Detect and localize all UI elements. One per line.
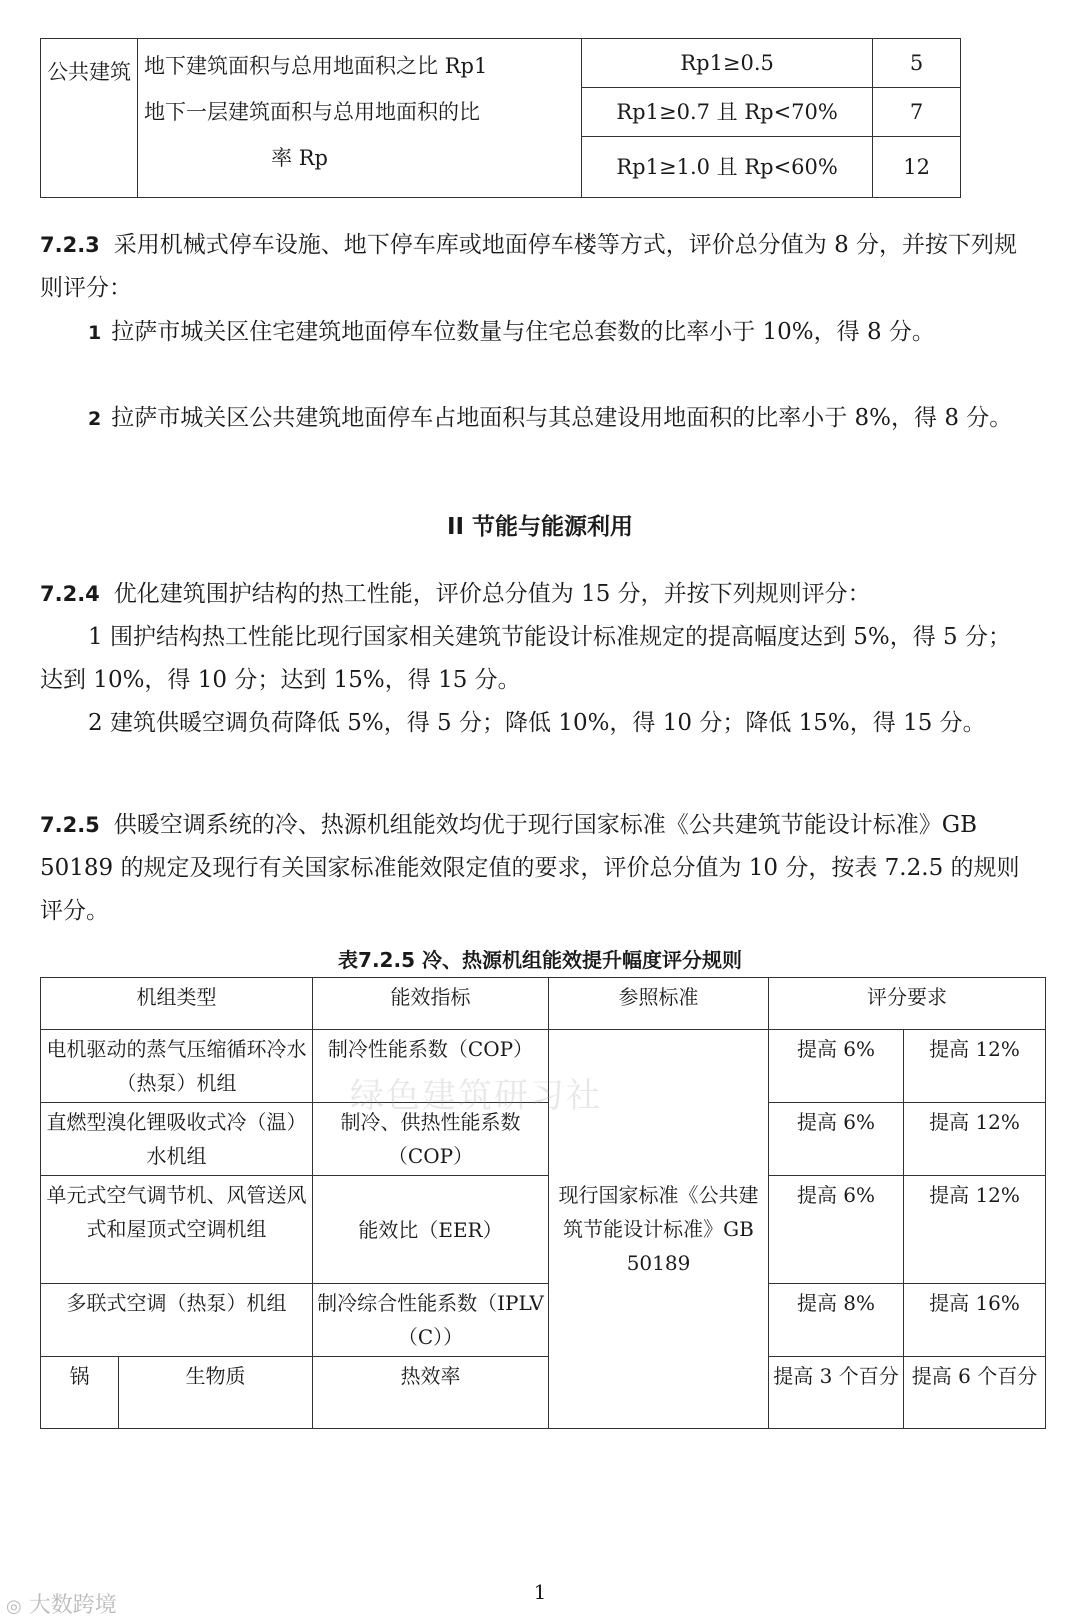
- logo-text: 大数跨境: [28, 1593, 117, 1618]
- item-number: 2: [88, 408, 102, 430]
- clause-number: 7.2.3: [40, 233, 100, 257]
- boiler-label-cell: 锅: [41, 1357, 119, 1429]
- clause-text: 供暖空调系统的冷、热源机组能效均优于现行国家标准《公共建筑节能设计标准》GB 50189 的规定及现行有关国家标准能效限定值的要求，评价总分值为 10 分，按表 7.2.5 的规则评分。: [40, 812, 1020, 924]
- requirement-cell: 提高 12%: [904, 1103, 1046, 1176]
- indicator-cell: 能效比（EER）: [313, 1176, 549, 1284]
- clause-7-2-4: [40, 573, 1025, 616]
- unit-type-cell: 直燃型溴化锂吸收式冷（温）水机组: [41, 1103, 313, 1176]
- clause-text: 采用机械式停车设施、地下停车库或地面停车楼等方式，评价总分值为 8 分，并按下列规则评分：: [40, 232, 1018, 301]
- header-requirement: 评分要求: [769, 978, 1046, 1030]
- item-text: 拉萨市城关区公共建筑地面停车占地面积与其总建设用地面积的比率小于 8%，得 8 分。: [111, 405, 1013, 431]
- clause-7-2-3-item-2: [40, 397, 1025, 441]
- indicator-cell: [138, 39, 582, 198]
- logo-icon: ◎: [6, 1596, 22, 1617]
- table-caption: 表7.2.5 冷、热源机组能效提升幅度评分规则: [338, 948, 742, 972]
- clause-7-2-5: [40, 804, 1025, 933]
- score-cell: 5: [873, 39, 961, 88]
- item-number: 1: [88, 322, 102, 344]
- source-logo: [6, 1588, 117, 1619]
- indicator-cell: 制冷、供热性能系数（COP）: [313, 1103, 549, 1176]
- clause-7-2-3: [40, 224, 1025, 310]
- section-heading: II 节能与能源利用: [446, 514, 634, 540]
- requirement-cell: 提高 12%: [904, 1030, 1046, 1103]
- clause-number: 7.2.5: [40, 813, 100, 837]
- clause-7-2-3-item-1: [40, 311, 1025, 355]
- clause-number: 7.2.4: [40, 582, 100, 606]
- header-reference: 参照标准: [549, 978, 769, 1030]
- unit-type-cell: 单元式空气调节机、风管送风式和屋顶式空调机组: [41, 1176, 313, 1284]
- indicator-line-1: 地下建筑面积与总用地面积之比 Rp1: [144, 54, 488, 78]
- requirement-cell: 提高 6 个百分: [904, 1357, 1046, 1429]
- requirement-cell: 提高 12%: [904, 1176, 1046, 1284]
- watermark: 绿色建筑研习社: [350, 1076, 602, 1116]
- top-score-table: [40, 38, 961, 198]
- condition-cell: Rp1≥0.7 且 Rp<70%: [582, 88, 873, 137]
- requirement-cell: 提高 6%: [769, 1103, 904, 1176]
- header-indicator: 能效指标: [313, 978, 549, 1030]
- header-unit-type: 机组类型: [41, 978, 313, 1030]
- score-cell: 7: [873, 88, 961, 137]
- boiler-subtype-cell: 生物质: [119, 1357, 313, 1429]
- indicator-cell: 制冷综合性能系数（IPLV（C））: [313, 1284, 549, 1357]
- unit-type-cell: 多联式空调（热泵）机组: [41, 1284, 313, 1357]
- requirement-cell: 提高 3 个百分: [769, 1357, 904, 1429]
- indicator-line-2: 地下一层建筑面积与总用地面积的比: [144, 100, 481, 124]
- condition-cell: Rp1≥1.0 且 Rp<60%: [582, 137, 873, 198]
- clause-text: 优化建筑围护结构的热工性能，评价总分值为 15 分，并按下列规则评分：: [113, 581, 871, 607]
- requirement-cell: 提高 16%: [904, 1284, 1046, 1357]
- indicator-cell: 制冷性能系数（COP）: [313, 1030, 549, 1103]
- condition-cell: Rp1≥0.5: [582, 39, 873, 88]
- requirement-cell: 提高 6%: [769, 1030, 904, 1103]
- efficiency-score-table: [40, 977, 1046, 1429]
- page-number: 1: [533, 1580, 547, 1604]
- item-text: 拉萨市城关区住宅建筑地面停车位数量与住宅总套数的比率小于 10%，得 8 分。: [111, 319, 935, 345]
- requirement-cell: 提高 6%: [769, 1176, 904, 1284]
- requirement-cell: 提高 8%: [769, 1284, 904, 1357]
- indicator-line-3: 率 Rp: [271, 146, 328, 170]
- clause-7-2-4-item-2: 2 建筑供暖空调负荷降低 5%，得 5 分；降低 10%，得 10 分；降低 15%，得 15 分。: [88, 710, 986, 736]
- unit-type-cell: 电机驱动的蒸气压缩循环冷水（热泵）机组: [41, 1030, 313, 1103]
- indicator-cell: 热效率: [313, 1357, 549, 1429]
- reference-cell: 现行国家标准《公共建筑节能设计标准》GB 50189: [549, 1030, 769, 1429]
- category-cell: 公共建筑: [41, 39, 138, 198]
- score-cell: 12: [873, 137, 961, 198]
- clause-7-2-4-item-1: 1 围护结构热工性能比现行国家相关建筑节能设计标准规定的提高幅度达到 5%，得 5 分；达到 10%，得 10 分；达到 15%，得 15 分。: [40, 624, 1011, 693]
